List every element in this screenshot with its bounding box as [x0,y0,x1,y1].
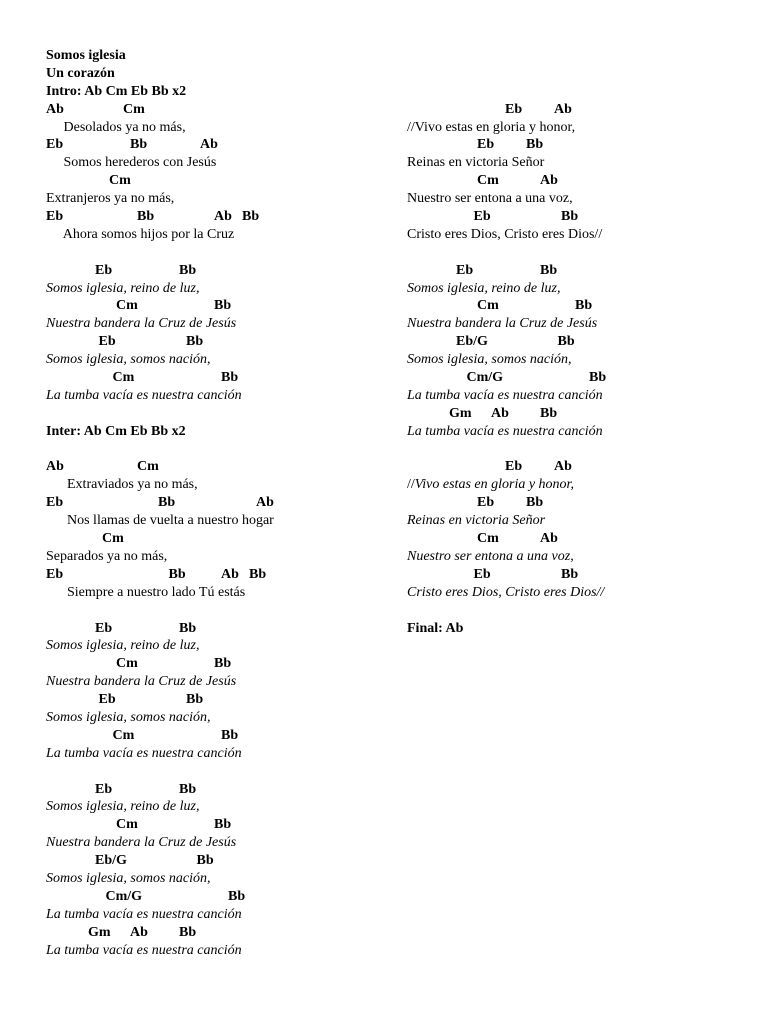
chord: Bb [214,656,232,672]
lyric-line: Somos herederos con Jesús [46,155,217,171]
chord: Cm/G [466,370,504,386]
chord-line [407,136,737,154]
chord: Eb [98,692,116,708]
chord: Cm/G [105,888,143,904]
blank-line [46,763,376,781]
chord: Bb [179,924,197,940]
lyric-line: Nuestra bandera la Cruz de Jesús [407,316,598,332]
chord: Bb [575,298,593,314]
chord: Bb [249,566,267,582]
chord: Eb [46,495,64,511]
chord-line [46,816,376,834]
lyric-line: La tumba vacía es nuestra canción [46,906,242,922]
section-label-line [407,620,737,638]
section-chords: : Ab Cm Eb Bb x2 [76,83,187,99]
chord-line [46,530,376,548]
chord: Eb [456,262,474,278]
chord: Eb [473,209,491,225]
chord: Ab [214,209,232,225]
chord: Cm [102,531,124,547]
lyric-line: //Vivo estas en gloria y honor, [407,119,576,135]
chord: Bb [540,262,558,278]
chord-line [46,888,376,906]
chord: Bb [561,209,579,225]
chord-line [407,566,737,584]
chord: Bb [214,298,232,314]
blank-line [407,47,737,65]
chord: Bb [130,137,148,153]
chord-line [46,781,376,799]
chord-line [46,924,376,942]
lyric-line: Extraviados ya no más, [46,477,198,493]
section-label-line [46,423,376,441]
blank-line [407,244,737,262]
lyric-line: Somos iglesia, somos nación, [46,870,211,886]
chord: Cm [137,459,159,475]
chord: Bb [526,137,544,153]
lyric-line: Nuestra bandera la Cruz de Jesús [46,316,237,332]
chord-line [46,136,376,154]
chord: Bb [179,262,197,278]
chord-line [46,208,376,226]
lyric-line: Somos iglesia, reino de luz, [407,280,561,296]
chord: Bb [557,334,575,350]
chord: Eb/G [95,853,127,869]
chord-line [46,494,376,512]
lyric-line: Somos iglesia, reino de luz, [46,799,200,815]
lyric-line: Extranjeros ya no más, [46,191,175,207]
chord: Cm [477,298,499,314]
chord-line [46,691,376,709]
chord: Cm [123,101,145,117]
lyric-line: Somos iglesia, somos nación, [46,352,211,368]
blank-line [407,602,737,620]
chord: Eb [95,262,113,278]
chord: Ab [46,101,64,117]
lyric-text: Vivo estas en gloria y honor, [414,477,574,493]
chord-line [407,405,737,423]
chord-line [407,530,737,548]
lyric-line: La tumba vacía es nuestra canción [46,387,242,403]
lyric-line: La tumba vacía es nuestra canción [407,387,603,403]
chord-line [407,369,737,387]
chord: Eb [477,137,495,153]
chord: Cm [112,370,135,386]
lyric-line: Nuestra bandera la Cruz de Jesús [46,674,237,690]
chord: Eb/G [456,334,488,350]
lyric-line: Ahora somos hijos por la Cruz [46,226,235,242]
chord: Ab [256,495,274,511]
chord: Ab [130,924,148,940]
right-column [407,47,737,637]
chord-line [407,101,737,119]
chord: Bb [186,692,204,708]
section-chords: : Ab [438,620,464,636]
chord: Bb [168,566,186,582]
chord: Ab [540,173,558,189]
chord: Bb [196,853,214,869]
chord: Bb [561,566,579,582]
heading-line: Somos iglesia [46,48,126,63]
chord-line [46,727,376,745]
lyric-line: Somos iglesia, reino de luz, [46,280,200,296]
lyric-line: Somos iglesia, reino de luz, [46,638,200,654]
lyric-line: Siempre a nuestro lado Tú estás [46,584,246,600]
lyric-line: Reinas en victoria Señor [407,513,546,529]
chord-line [46,101,376,119]
chord: Bb [540,405,558,421]
chord: Eb [95,620,113,636]
section-label: Intro [46,83,77,99]
chord: Cm [477,173,499,189]
chord-line [407,494,737,512]
section-label: Final [407,620,439,636]
chord: Bb [221,727,239,743]
chord-line [407,262,737,280]
lyric-line: Somos iglesia, somos nación, [407,352,572,368]
lyric-line: La tumba vacía es nuestra canción [46,942,242,958]
blank-line [46,244,376,262]
chord-line [407,297,737,315]
section-label: Inter [46,423,77,439]
chord: Eb [505,101,523,117]
chord: Bb [179,781,197,797]
lyric-line: Nos llamas de vuelta a nuestro hogar [46,513,274,529]
chord: Bb [526,495,544,511]
chord-line [46,333,376,351]
chord: Bb [214,817,232,833]
chord-line [46,262,376,280]
chord: Ab [554,459,572,475]
chord: Eb [46,209,64,225]
lyric-line: Cristo eres Dios, Cristo eres Dios// [407,584,605,600]
lyric-line: Nuestra bandera la Cruz de Jesús [46,835,237,851]
chord: Eb [46,566,64,582]
chord: Eb [46,137,64,153]
chord: Cm [109,173,131,189]
chord: Cm [116,298,138,314]
chord-line [46,458,376,476]
chord-line [407,172,737,190]
chord: Gm [88,924,111,940]
blank-line [407,83,737,101]
chord: Cm [477,531,499,547]
chord-line [46,566,376,584]
chord: Eb [98,334,116,350]
lyric-line: La tumba vacía es nuestra canción [407,423,603,439]
chord-line [46,297,376,315]
chord-line [46,655,376,673]
chord: Ab [491,405,509,421]
blank-line [407,441,737,459]
blank-line [407,65,737,83]
lyric-line: Nuestro ser entona a una voz, [407,548,574,564]
chord-line [46,852,376,870]
lyric-line: Separados ya no más, [46,548,168,564]
chord: Ab [46,459,64,475]
chord-line [407,333,737,351]
lyric-line: Reinas en victoria Señor [407,155,545,171]
chord: Bb [186,334,204,350]
chord: Eb [477,495,495,511]
chord: Bb [158,495,176,511]
lyric-line: Desolados ya no más, [46,119,186,135]
lyric-line: Somos iglesia, somos nación, [46,709,211,725]
chord: Eb [473,566,491,582]
chord-line [46,369,376,387]
blank-line [46,405,376,423]
section-label-line [46,83,376,101]
chord-line [407,458,737,476]
chord: Eb [505,459,523,475]
lyric-line [407,476,737,494]
chord: Ab [554,101,572,117]
chord: Ab [200,137,218,153]
heading-line: Un corazón [46,65,115,81]
chord-line [46,172,376,190]
lyric-line: Nuestro ser entona a una voz, [407,191,573,207]
chord: Gm [449,405,472,421]
chord: Cm [116,656,138,672]
chord: Cm [112,727,135,743]
chord: Bb [242,209,260,225]
chord-line [407,208,737,226]
chord: Bb [137,209,155,225]
chord: Ab [221,566,239,582]
chord: Eb [95,781,113,797]
blank-line [46,441,376,459]
repeat-mark: // [407,477,415,493]
chord: Bb [221,370,239,386]
lyric-line: La tumba vacía es nuestra canción [46,745,242,761]
chord: Bb [228,888,246,904]
chord: Bb [179,620,197,636]
chord: Bb [589,370,607,386]
chord: Cm [116,817,138,833]
section-chords: : Ab Cm Eb Bb x2 [76,423,186,439]
left-column [46,47,376,959]
chord: Ab [540,531,558,547]
lyric-line: Cristo eres Dios, Cristo eres Dios// [407,226,603,242]
blank-line [46,602,376,620]
chord-line [46,620,376,638]
